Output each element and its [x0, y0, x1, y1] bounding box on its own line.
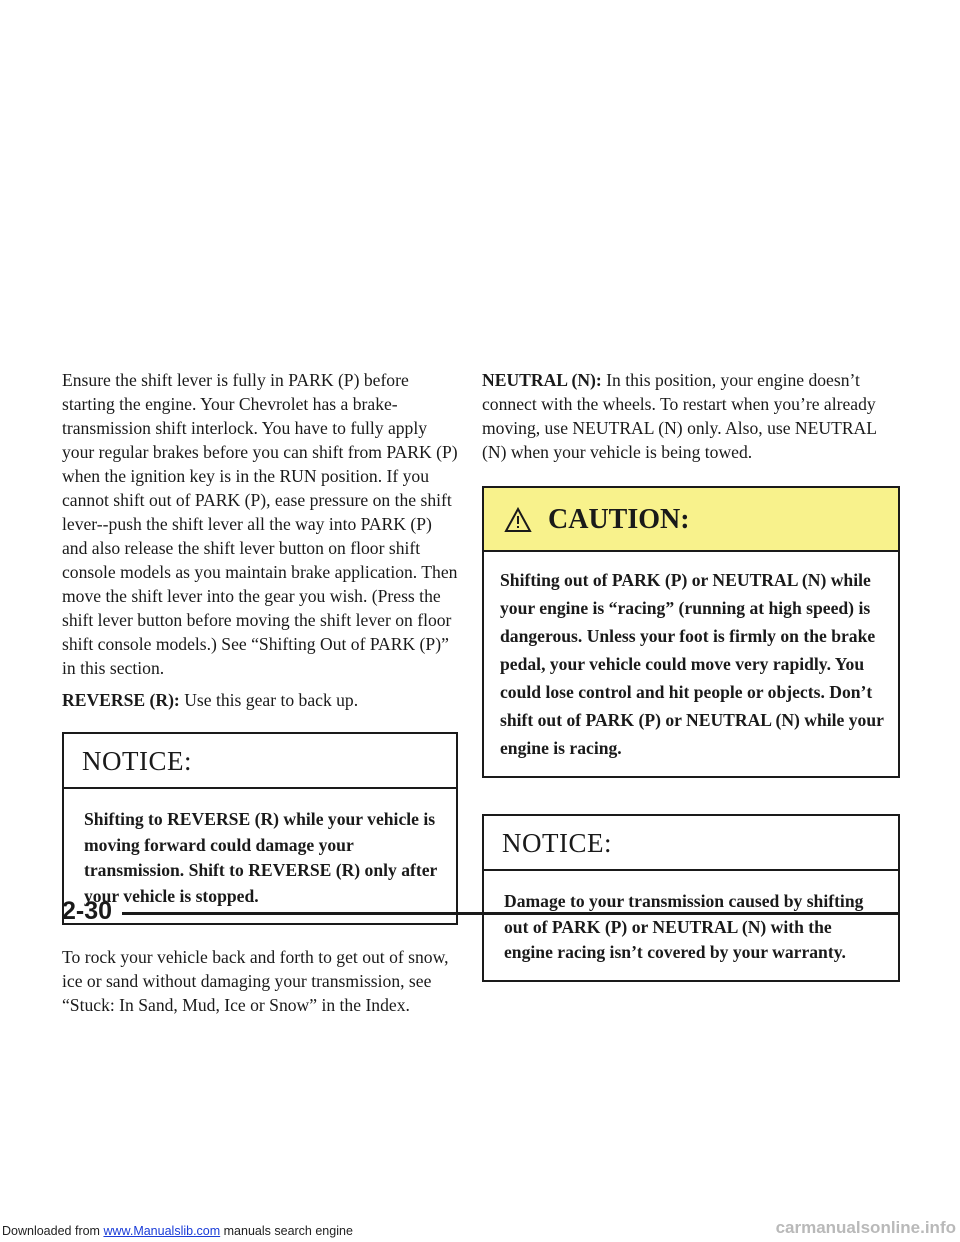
- download-watermark: [0, 1224, 353, 1242]
- right-column: [482, 368, 900, 982]
- caution-header: [484, 488, 898, 552]
- caution-heading: CAUTION:: [548, 504, 690, 535]
- manualslib-link[interactable]: www.Manualslib.com: [103, 1224, 221, 1238]
- caution-body: Shifting out of PARK (P) or NEUTRAL (N) while your engine is “racing” (running at high speed) is dangerous. Unless your foot is firmly on the brake pedal, your vehicle could move very rapidly. You could lose control and hit people or objects. Don’t shift out of PARK (P) or NEUTRAL (N) while your engine is racing.: [500, 570, 884, 758]
- reverse-text: Use this gear to back up.: [179, 690, 359, 710]
- site-watermark: carmanualsonline.info: [775, 1218, 956, 1237]
- rock-vehicle-paragraph: To rock your vehicle back and forth to get out of snow, ice or sand without damaging your transmission, see “Stuck: In Sand, Mud, Ice or Snow” in the Index.: [62, 947, 449, 1015]
- neutral-text: In this position, your engine doesn’t connect with the wheels. To restart when you’re already moving, use NEUTRAL (N) only. Also, use NEUTRAL (N) when your vehicle is being towed.: [482, 370, 877, 462]
- reverse-paragraph: [62, 688, 458, 712]
- watermark-prefix: Downloaded from: [2, 1224, 104, 1238]
- watermark-suffix: manuals search engine: [220, 1224, 353, 1238]
- notice-body: Shifting to REVERSE (R) while your vehicle is moving forward could damage your transmission. Shift to REVERSE (R) only after your vehicle is stopped.: [84, 809, 438, 906]
- neutral-term: NEUTRAL (N):: [482, 370, 602, 390]
- footer-rule: [122, 912, 900, 915]
- page-number: 2-30: [62, 896, 113, 925]
- notice-body: Damage to your transmission caused by shifting out of PARK (P) or NEUTRAL (N) with the engine racing isn’t covered by your warranty.: [504, 891, 864, 962]
- caution-box: [482, 486, 900, 778]
- warning-triangle-icon: [504, 507, 532, 533]
- notice-heading: NOTICE:: [484, 816, 898, 871]
- page-footer: [62, 896, 900, 926]
- shift-lever-paragraph: Ensure the shift lever is fully in PARK (P) before starting the engine. Your Chevrolet has a brake-transmission shift interlock. You have to fully apply your regular brakes before you can shift from PARK (P) when the ignition key is in the RUN position. If you cannot shift out of PARK (P), ease pressure on the shift lever--push the shift lever all the way into PARK (P) and also release the shift lever button on floor shift console models as you maintain brake application. Then move the shift lever into the gear you wish. (Press the shift lever button before moving the shift lever on floor shift console models.) See “Shifting Out of PARK (P)” in this section.: [62, 370, 458, 678]
- notice-heading: NOTICE:: [64, 734, 456, 789]
- reverse-term: REVERSE (R):: [62, 690, 180, 710]
- neutral-paragraph: [482, 368, 900, 464]
